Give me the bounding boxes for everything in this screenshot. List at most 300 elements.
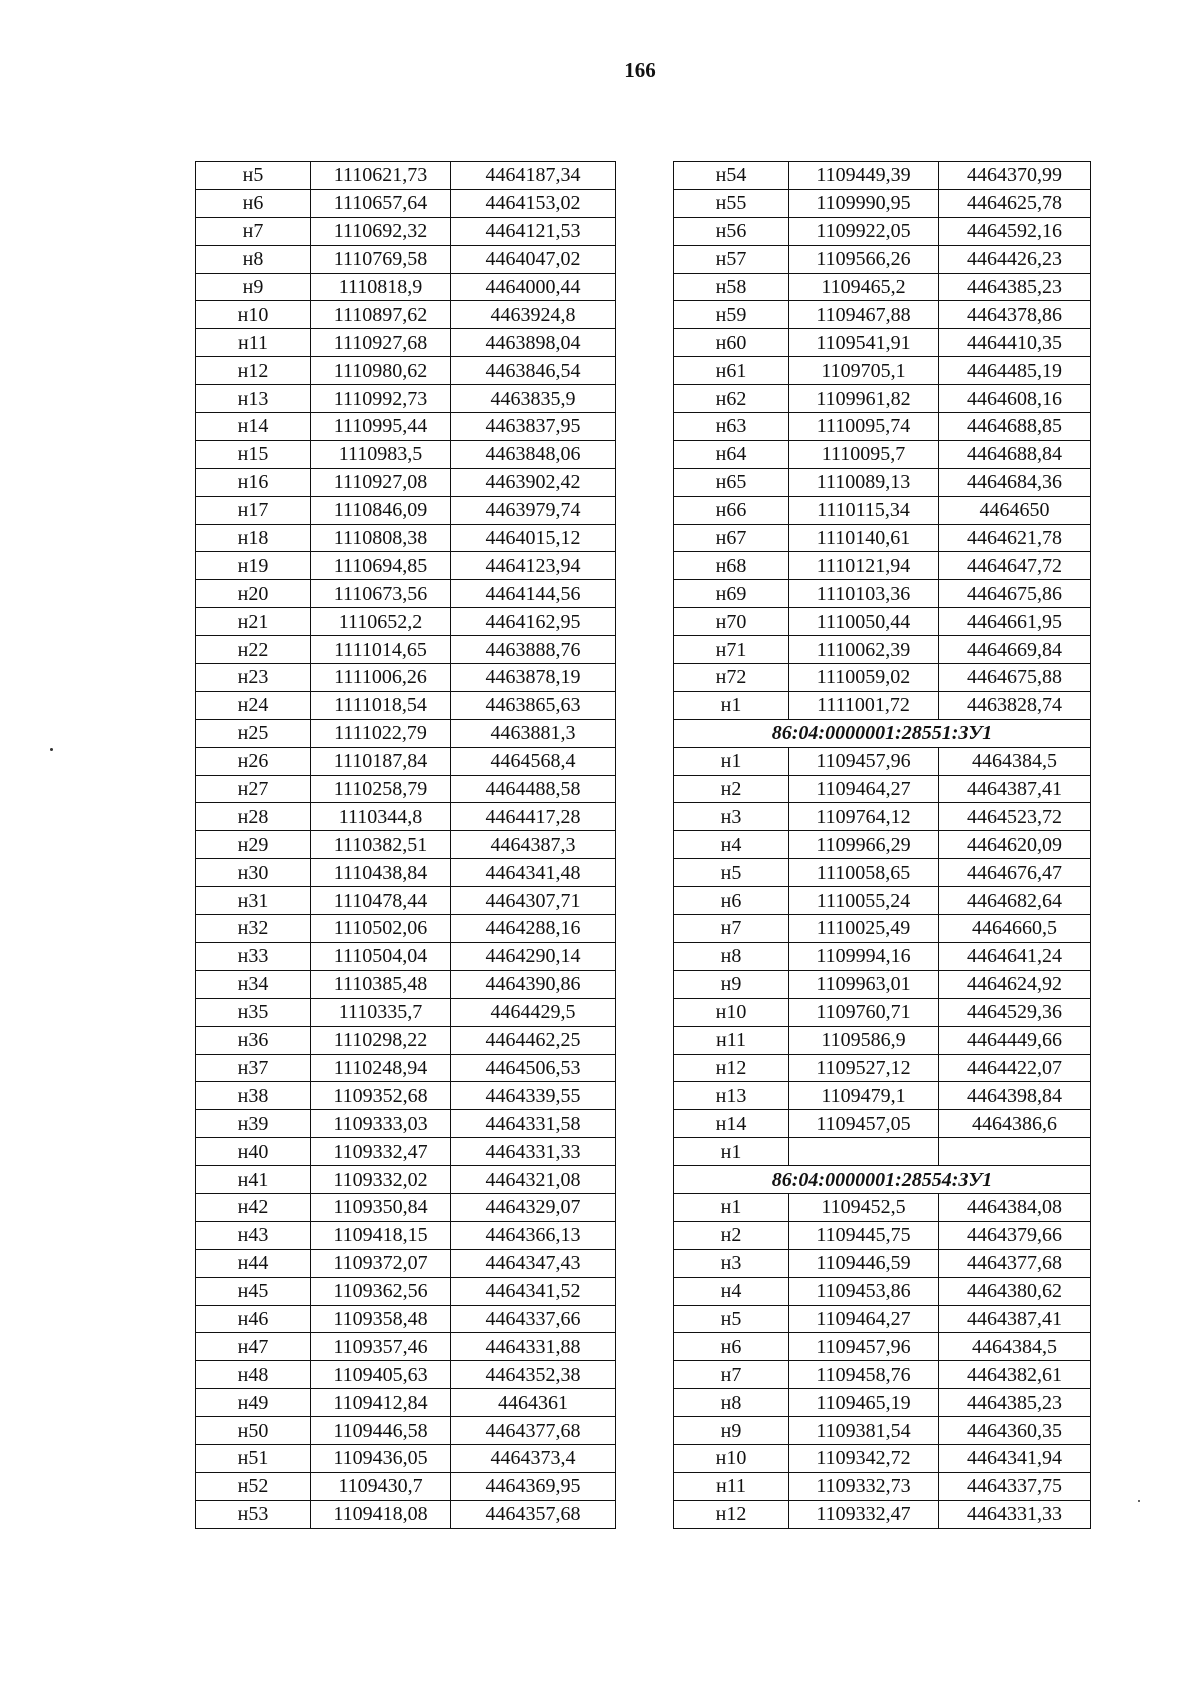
x-coordinate-cell: 1111014,65 [311, 636, 451, 664]
table-row [196, 1054, 616, 1082]
x-coordinate-cell: 1110621,73 [311, 162, 451, 190]
x-coordinate-cell: 1109430,7 [311, 1472, 451, 1500]
table-row [674, 245, 1091, 273]
table-row [196, 719, 616, 747]
y-coordinate-cell: 4464352,38 [451, 1361, 616, 1389]
y-coordinate-cell: 4464121,53 [451, 217, 616, 245]
y-coordinate-cell: 4464380,62 [939, 1277, 1091, 1305]
table-row [674, 1361, 1091, 1389]
y-coordinate-cell: 4464384,5 [939, 747, 1091, 775]
x-coordinate-cell: 1109449,39 [789, 162, 939, 190]
y-coordinate-cell: 4464592,16 [939, 217, 1091, 245]
table-row [196, 1138, 616, 1166]
y-coordinate-cell: 4464660,5 [939, 915, 1091, 943]
point-id-cell: н12 [674, 1500, 789, 1528]
point-id-cell: н57 [674, 245, 789, 273]
point-id-cell: н13 [196, 385, 311, 413]
table-row [674, 887, 1091, 915]
y-coordinate-cell: 4464331,33 [939, 1500, 1091, 1528]
point-id-cell: н38 [196, 1082, 311, 1110]
x-coordinate-cell: 1110478,44 [311, 887, 451, 915]
y-coordinate-cell: 4464676,47 [939, 859, 1091, 887]
y-coordinate-cell: 4463835,9 [451, 385, 616, 413]
point-id-cell: н66 [674, 496, 789, 524]
table-row [196, 552, 616, 580]
scan-speck [50, 748, 53, 751]
table-row [196, 691, 616, 719]
table-row [196, 357, 616, 385]
point-id-cell: н28 [196, 803, 311, 831]
table-row [196, 1249, 616, 1277]
y-coordinate-cell: 4464385,23 [939, 273, 1091, 301]
y-coordinate-cell: 4464682,64 [939, 887, 1091, 915]
x-coordinate-cell: 1109436,05 [311, 1444, 451, 1472]
y-coordinate-cell: 4463865,63 [451, 691, 616, 719]
table-row [196, 1221, 616, 1249]
table-row [196, 1500, 616, 1528]
x-coordinate-cell: 1109381,54 [789, 1417, 939, 1445]
point-id-cell: н71 [674, 636, 789, 664]
y-coordinate-cell: 4464144,56 [451, 580, 616, 608]
table-row [674, 803, 1091, 831]
table-row [196, 440, 616, 468]
point-id-cell: н36 [196, 1026, 311, 1054]
x-coordinate-cell: 1109358,48 [311, 1305, 451, 1333]
y-coordinate-cell: 4464688,85 [939, 413, 1091, 441]
x-coordinate-cell: 1110089,13 [789, 468, 939, 496]
table-row [196, 524, 616, 552]
point-id-cell: н10 [196, 301, 311, 329]
y-coordinate-cell: 4463888,76 [451, 636, 616, 664]
x-coordinate-cell [789, 1138, 939, 1166]
y-coordinate-cell: 4464361 [451, 1389, 616, 1417]
point-id-cell: н61 [674, 357, 789, 385]
table-row [674, 162, 1091, 190]
point-id-cell: н27 [196, 775, 311, 803]
point-id-cell: н5 [674, 1305, 789, 1333]
point-id-cell: н65 [674, 468, 789, 496]
y-coordinate-cell: 4464624,92 [939, 970, 1091, 998]
x-coordinate-cell: 1109760,71 [789, 998, 939, 1026]
point-id-cell: н69 [674, 580, 789, 608]
table-row [196, 803, 616, 831]
y-coordinate-cell: 4464000,44 [451, 273, 616, 301]
table-row [674, 413, 1091, 441]
point-id-cell: н6 [196, 189, 311, 217]
point-id-cell: н14 [674, 1110, 789, 1138]
x-coordinate-cell: 1110980,62 [311, 357, 451, 385]
x-coordinate-cell: 1110438,84 [311, 859, 451, 887]
table-row [674, 217, 1091, 245]
x-coordinate-cell: 1110657,64 [311, 189, 451, 217]
y-coordinate-cell: 4464669,84 [939, 636, 1091, 664]
table-row [196, 775, 616, 803]
x-coordinate-cell: 1109332,47 [789, 1500, 939, 1528]
x-coordinate-cell: 1110385,48 [311, 970, 451, 998]
y-coordinate-cell: 4464675,88 [939, 664, 1091, 692]
x-coordinate-cell: 1110258,79 [311, 775, 451, 803]
x-coordinate-cell: 1110927,68 [311, 329, 451, 357]
point-id-cell: н2 [674, 775, 789, 803]
x-coordinate-cell: 1111006,26 [311, 664, 451, 692]
y-coordinate-cell: 4464462,25 [451, 1026, 616, 1054]
y-coordinate-cell: 4464410,35 [939, 329, 1091, 357]
x-coordinate-cell: 1109357,46 [311, 1333, 451, 1361]
x-coordinate-cell: 1109764,12 [789, 803, 939, 831]
x-coordinate-cell: 1110673,56 [311, 580, 451, 608]
point-id-cell: н1 [674, 691, 789, 719]
point-id-cell: н32 [196, 915, 311, 943]
x-coordinate-cell: 1109412,84 [311, 1389, 451, 1417]
y-coordinate-cell: 4464398,84 [939, 1082, 1091, 1110]
x-coordinate-cell: 1110095,74 [789, 413, 939, 441]
y-coordinate-cell: 4464337,75 [939, 1472, 1091, 1500]
y-coordinate-cell: 4464341,52 [451, 1277, 616, 1305]
table-row [674, 357, 1091, 385]
x-coordinate-cell: 1110058,65 [789, 859, 939, 887]
y-coordinate-cell: 4464620,09 [939, 831, 1091, 859]
y-coordinate-cell: 4464339,55 [451, 1082, 616, 1110]
table-row [196, 1026, 616, 1054]
section-header-row [674, 1166, 1091, 1194]
x-coordinate-cell: 1109566,26 [789, 245, 939, 273]
page-number: 166 [624, 58, 656, 82]
y-coordinate-cell: 4464506,53 [451, 1054, 616, 1082]
table-row [196, 245, 616, 273]
table-row [674, 440, 1091, 468]
y-coordinate-cell: 4464485,19 [939, 357, 1091, 385]
y-coordinate-cell: 4464331,33 [451, 1138, 616, 1166]
point-id-cell: н10 [674, 998, 789, 1026]
point-id-cell: н52 [196, 1472, 311, 1500]
table-row [196, 329, 616, 357]
x-coordinate-cell: 1109467,88 [789, 301, 939, 329]
table-row [674, 691, 1091, 719]
x-coordinate-cell: 1109465,2 [789, 273, 939, 301]
x-coordinate-cell: 1110694,85 [311, 552, 451, 580]
table-row [674, 747, 1091, 775]
point-id-cell: н20 [196, 580, 311, 608]
y-coordinate-cell: 4463924,8 [451, 301, 616, 329]
x-coordinate-cell: 1110025,49 [789, 915, 939, 943]
point-id-cell: н8 [674, 1389, 789, 1417]
point-id-cell: н9 [674, 1417, 789, 1445]
x-coordinate-cell: 1110248,94 [311, 1054, 451, 1082]
point-id-cell: н5 [674, 859, 789, 887]
y-coordinate-cell: 4464288,16 [451, 915, 616, 943]
point-id-cell: н67 [674, 524, 789, 552]
x-coordinate-cell: 1109457,96 [789, 747, 939, 775]
table-row [674, 915, 1091, 943]
x-coordinate-cell: 1109457,96 [789, 1333, 939, 1361]
table-row [196, 970, 616, 998]
point-id-cell: н39 [196, 1110, 311, 1138]
x-coordinate-cell: 1109465,19 [789, 1389, 939, 1417]
y-coordinate-cell: 4464523,72 [939, 803, 1091, 831]
table-row [674, 301, 1091, 329]
point-id-cell: н15 [196, 440, 311, 468]
point-id-cell: н40 [196, 1138, 311, 1166]
point-id-cell: н14 [196, 413, 311, 441]
table-row [674, 859, 1091, 887]
table-row [674, 468, 1091, 496]
point-id-cell: н37 [196, 1054, 311, 1082]
point-id-cell: н16 [196, 468, 311, 496]
point-id-cell: н12 [196, 357, 311, 385]
point-id-cell: н3 [674, 803, 789, 831]
point-id-cell: н10 [674, 1444, 789, 1472]
y-coordinate-cell: 4464379,66 [939, 1221, 1091, 1249]
cadastral-number-header: 86:04:0000001:28551:ЗУ1 [674, 719, 1091, 747]
point-id-cell: н62 [674, 385, 789, 413]
table-row [196, 1305, 616, 1333]
y-coordinate-cell: 4464529,36 [939, 998, 1091, 1026]
x-coordinate-cell: 1109418,15 [311, 1221, 451, 1249]
table-row [674, 1444, 1091, 1472]
y-coordinate-cell: 4464321,08 [451, 1166, 616, 1194]
point-id-cell: н8 [196, 245, 311, 273]
table-row [674, 1082, 1091, 1110]
point-id-cell: н49 [196, 1389, 311, 1417]
x-coordinate-cell: 1110504,04 [311, 942, 451, 970]
table-row [674, 189, 1091, 217]
x-coordinate-cell: 1109961,82 [789, 385, 939, 413]
y-coordinate-cell: 4463898,04 [451, 329, 616, 357]
x-coordinate-cell: 1109372,07 [311, 1249, 451, 1277]
point-id-cell: н44 [196, 1249, 311, 1277]
table-row [674, 1249, 1091, 1277]
point-id-cell: н24 [196, 691, 311, 719]
point-id-cell: н17 [196, 496, 311, 524]
point-id-cell: н1 [674, 1193, 789, 1221]
table-row [196, 1417, 616, 1445]
point-id-cell: н41 [196, 1166, 311, 1194]
y-coordinate-cell: 4464647,72 [939, 552, 1091, 580]
x-coordinate-cell: 1110062,39 [789, 636, 939, 664]
x-coordinate-cell: 1110335,7 [311, 998, 451, 1026]
y-coordinate-cell: 4464384,5 [939, 1333, 1091, 1361]
x-coordinate-cell: 1109418,08 [311, 1500, 451, 1528]
point-id-cell: н26 [196, 747, 311, 775]
x-coordinate-cell: 1110140,61 [789, 524, 939, 552]
table-row [674, 636, 1091, 664]
x-coordinate-cell: 1110808,38 [311, 524, 451, 552]
y-coordinate-cell: 4464347,43 [451, 1249, 616, 1277]
point-id-cell: н4 [674, 831, 789, 859]
y-coordinate-cell: 4464360,35 [939, 1417, 1091, 1445]
x-coordinate-cell: 1109332,02 [311, 1166, 451, 1194]
y-coordinate-cell: 4464675,86 [939, 580, 1091, 608]
point-id-cell: н6 [674, 887, 789, 915]
point-id-cell: н72 [674, 664, 789, 692]
x-coordinate-cell: 1109332,73 [789, 1472, 939, 1500]
y-coordinate-cell: 4464387,3 [451, 831, 616, 859]
y-coordinate-cell: 4464153,02 [451, 189, 616, 217]
x-coordinate-cell: 1109966,29 [789, 831, 939, 859]
y-coordinate-cell: 4464187,34 [451, 162, 616, 190]
table-row [196, 1389, 616, 1417]
point-id-cell: н1 [674, 747, 789, 775]
point-id-cell: н5 [196, 162, 311, 190]
x-coordinate-cell: 1110818,9 [311, 273, 451, 301]
x-coordinate-cell: 1110692,32 [311, 217, 451, 245]
point-id-cell: н55 [674, 189, 789, 217]
point-id-cell: н23 [196, 664, 311, 692]
x-coordinate-cell: 1110055,24 [789, 887, 939, 915]
y-coordinate-cell: 4464650 [939, 496, 1091, 524]
table-row [196, 664, 616, 692]
table-row [196, 1166, 616, 1194]
point-id-cell: н43 [196, 1221, 311, 1249]
x-coordinate-cell: 1109352,68 [311, 1082, 451, 1110]
point-id-cell: н11 [674, 1472, 789, 1500]
table-row [674, 1305, 1091, 1333]
table-row [196, 273, 616, 301]
x-coordinate-cell: 1109446,58 [311, 1417, 451, 1445]
y-coordinate-cell: 4463828,74 [939, 691, 1091, 719]
point-id-cell: н63 [674, 413, 789, 441]
point-id-cell: н7 [674, 915, 789, 943]
y-coordinate-cell: 4464568,4 [451, 747, 616, 775]
table-row [674, 942, 1091, 970]
table-row [196, 608, 616, 636]
x-coordinate-cell: 1110298,22 [311, 1026, 451, 1054]
table-row [674, 329, 1091, 357]
x-coordinate-cell: 1109342,72 [789, 1444, 939, 1472]
point-id-cell: н56 [674, 217, 789, 245]
x-coordinate-cell: 1110344,8 [311, 803, 451, 831]
y-coordinate-cell: 4464390,86 [451, 970, 616, 998]
y-coordinate-cell: 4464384,08 [939, 1193, 1091, 1221]
table-row [674, 970, 1091, 998]
coordinates-table-left [195, 161, 616, 1529]
x-coordinate-cell: 1109990,95 [789, 189, 939, 217]
point-id-cell: н25 [196, 719, 311, 747]
x-coordinate-cell: 1110983,5 [311, 440, 451, 468]
table-row [196, 1333, 616, 1361]
x-coordinate-cell: 1109541,91 [789, 329, 939, 357]
y-coordinate-cell: 4464661,95 [939, 608, 1091, 636]
table-row [674, 1277, 1091, 1305]
x-coordinate-cell: 1109458,76 [789, 1361, 939, 1389]
point-id-cell: н35 [196, 998, 311, 1026]
point-id-cell: н48 [196, 1361, 311, 1389]
x-coordinate-cell: 1109457,05 [789, 1110, 939, 1138]
x-coordinate-cell: 1110769,58 [311, 245, 451, 273]
x-coordinate-cell: 1110846,09 [311, 496, 451, 524]
y-coordinate-cell: 4463837,95 [451, 413, 616, 441]
y-coordinate-cell [939, 1138, 1091, 1166]
table-row [196, 998, 616, 1026]
table-row [674, 1389, 1091, 1417]
table-row [674, 552, 1091, 580]
x-coordinate-cell: 1109479,1 [789, 1082, 939, 1110]
point-id-cell: н11 [674, 1026, 789, 1054]
x-coordinate-cell: 1110121,94 [789, 552, 939, 580]
y-coordinate-cell: 4463881,3 [451, 719, 616, 747]
table-row [674, 998, 1091, 1026]
y-coordinate-cell: 4464417,28 [451, 803, 616, 831]
point-id-cell: н33 [196, 942, 311, 970]
y-coordinate-cell: 4464387,41 [939, 775, 1091, 803]
y-coordinate-cell: 4464377,68 [451, 1417, 616, 1445]
point-id-cell: н29 [196, 831, 311, 859]
table-row [196, 217, 616, 245]
x-coordinate-cell: 1110502,06 [311, 915, 451, 943]
table-row [196, 1361, 616, 1389]
x-coordinate-cell: 1110897,62 [311, 301, 451, 329]
y-coordinate-cell: 4464015,12 [451, 524, 616, 552]
x-coordinate-cell: 1109445,75 [789, 1221, 939, 1249]
x-coordinate-cell: 1110050,44 [789, 608, 939, 636]
table-row [196, 413, 616, 441]
point-id-cell: н42 [196, 1193, 311, 1221]
table-row [674, 1110, 1091, 1138]
table-row [196, 859, 616, 887]
x-coordinate-cell: 1109350,84 [311, 1193, 451, 1221]
point-id-cell: н46 [196, 1305, 311, 1333]
x-coordinate-cell: 1109586,9 [789, 1026, 939, 1054]
y-coordinate-cell: 4464625,78 [939, 189, 1091, 217]
point-id-cell: н6 [674, 1333, 789, 1361]
table-row [674, 1333, 1091, 1361]
x-coordinate-cell: 1109922,05 [789, 217, 939, 245]
y-coordinate-cell: 4464426,23 [939, 245, 1091, 273]
point-id-cell: н9 [196, 273, 311, 301]
point-id-cell: н60 [674, 329, 789, 357]
table-row [196, 1193, 616, 1221]
y-coordinate-cell: 4464387,41 [939, 1305, 1091, 1333]
x-coordinate-cell: 1109464,27 [789, 775, 939, 803]
point-id-cell: н51 [196, 1444, 311, 1472]
point-id-cell: н50 [196, 1417, 311, 1445]
table-row [196, 831, 616, 859]
table-row [674, 1193, 1091, 1221]
x-coordinate-cell: 1110095,7 [789, 440, 939, 468]
x-coordinate-cell: 1109963,01 [789, 970, 939, 998]
point-id-cell: н59 [674, 301, 789, 329]
point-id-cell: н54 [674, 162, 789, 190]
table-row [196, 915, 616, 943]
table-row [674, 496, 1091, 524]
coordinates-table-right [673, 161, 1091, 1529]
y-coordinate-cell: 4464382,61 [939, 1361, 1091, 1389]
table-row [674, 385, 1091, 413]
point-id-cell: н2 [674, 1221, 789, 1249]
point-id-cell: н47 [196, 1333, 311, 1361]
table-row [196, 1277, 616, 1305]
y-coordinate-cell: 4464488,58 [451, 775, 616, 803]
x-coordinate-cell: 1111022,79 [311, 719, 451, 747]
table-row [674, 608, 1091, 636]
point-id-cell: н7 [196, 217, 311, 245]
y-coordinate-cell: 4464357,68 [451, 1500, 616, 1528]
table-row [196, 1082, 616, 1110]
y-coordinate-cell: 4464341,94 [939, 1444, 1091, 1472]
point-id-cell: н12 [674, 1054, 789, 1082]
table-row [196, 162, 616, 190]
table-row [196, 301, 616, 329]
table-row [196, 468, 616, 496]
point-id-cell: н64 [674, 440, 789, 468]
point-id-cell: н7 [674, 1361, 789, 1389]
table-row [196, 636, 616, 664]
table-row [196, 189, 616, 217]
x-coordinate-cell: 1110992,73 [311, 385, 451, 413]
table-row [674, 1138, 1091, 1166]
table-row [674, 580, 1091, 608]
y-coordinate-cell: 4463846,54 [451, 357, 616, 385]
